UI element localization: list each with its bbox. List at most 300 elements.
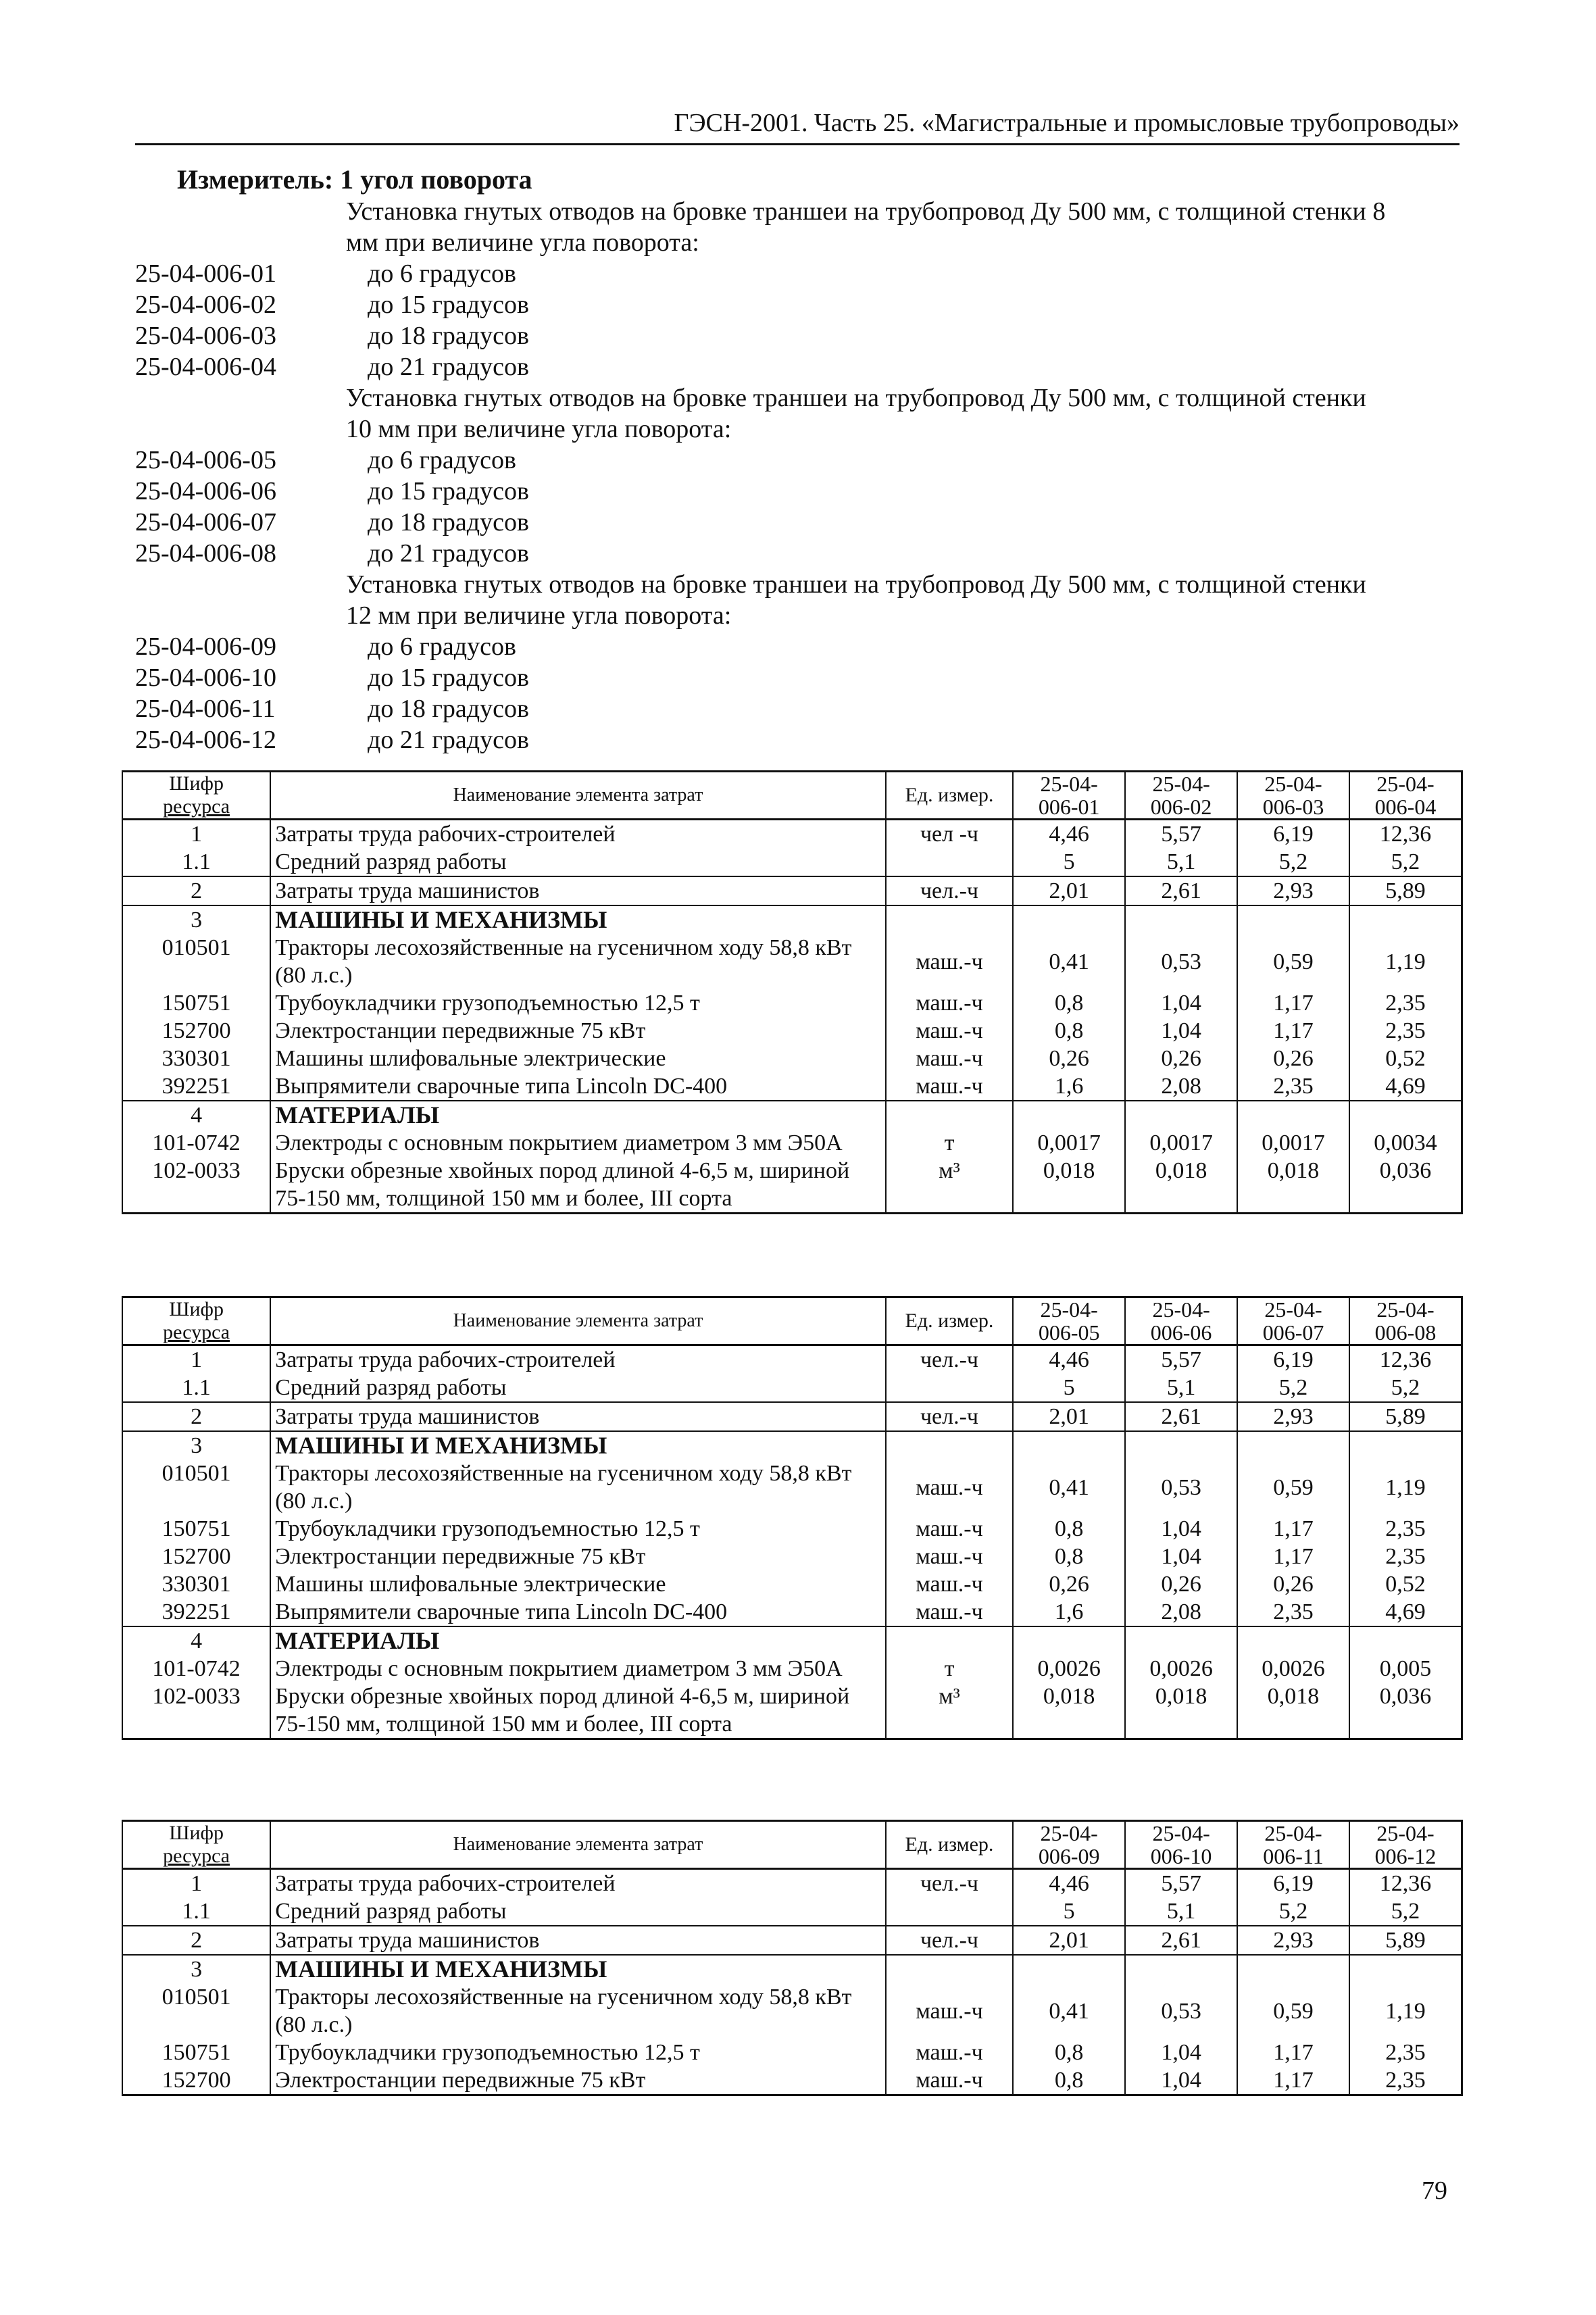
value-cell: 2,93 bbox=[1237, 876, 1349, 905]
unit-cell: маш.-ч bbox=[886, 934, 1013, 989]
resource-code-cell: 150751 bbox=[122, 2039, 270, 2066]
section-row bbox=[122, 1101, 1462, 1129]
unit-cell: маш.-ч bbox=[886, 2066, 1013, 2095]
table-row bbox=[122, 1983, 1462, 2039]
item-label: до 18 градусов bbox=[368, 322, 529, 350]
header-norm-code-cell bbox=[1013, 1297, 1125, 1345]
table-row bbox=[122, 1072, 1462, 1101]
resource-code-cell: 150751 bbox=[122, 1515, 270, 1543]
section-row bbox=[122, 905, 1462, 934]
value-cell: 1,6 bbox=[1013, 1072, 1125, 1101]
resource-name-cell: Тракторы лесохозяйственные на гусеничном ходу 58,8 кВт (80 л.с.) bbox=[270, 934, 886, 989]
value-cell: 4,46 bbox=[1013, 1869, 1125, 1898]
unit-cell: чел.-ч bbox=[886, 1926, 1013, 1955]
header-norm-code-cell bbox=[1013, 1821, 1125, 1869]
value-cell bbox=[1125, 905, 1237, 934]
value-cell: 5 bbox=[1013, 1374, 1125, 1402]
value-cell: 0,0017 bbox=[1013, 1129, 1125, 1157]
header-norm-code-part: 006-03 bbox=[1262, 795, 1324, 819]
unit-cell: маш.-ч bbox=[886, 1045, 1013, 1072]
value-cell bbox=[1013, 1955, 1125, 1983]
value-cell: 0,59 bbox=[1237, 1460, 1349, 1515]
unit-cell: м³ bbox=[886, 1683, 1013, 1739]
unit-cell: маш.-ч bbox=[886, 1543, 1013, 1570]
value-cell: 1,17 bbox=[1237, 1515, 1349, 1543]
header-norm-code-part: 006-08 bbox=[1374, 1320, 1437, 1345]
resource-code-cell: 1.1 bbox=[122, 1897, 270, 1926]
value-cell: 0,018 bbox=[1237, 1683, 1349, 1739]
value-cell: 1,19 bbox=[1349, 934, 1462, 989]
header-norm-code-cell bbox=[1349, 1821, 1462, 1869]
value-cell bbox=[1237, 1626, 1349, 1655]
table-row bbox=[122, 1460, 1462, 1515]
value-cell: 0,53 bbox=[1125, 1460, 1237, 1515]
resource-table bbox=[122, 1296, 1463, 1740]
value-cell: 0,0026 bbox=[1237, 1655, 1349, 1683]
value-cell: 0,0026 bbox=[1013, 1655, 1125, 1683]
section-row bbox=[122, 1626, 1462, 1655]
header-norm-code-part: 006-01 bbox=[1038, 795, 1100, 819]
resource-code-cell: 2 bbox=[122, 1402, 270, 1431]
unit-cell: т bbox=[886, 1655, 1013, 1683]
item-row bbox=[135, 476, 1460, 507]
resource-code-cell: 330301 bbox=[122, 1045, 270, 1072]
item-code: 25-04-006-06 bbox=[135, 477, 276, 505]
value-cell: 1,17 bbox=[1237, 2039, 1349, 2066]
value-cell: 5,57 bbox=[1125, 1345, 1237, 1374]
resource-name-cell: Затраты труда машинистов bbox=[270, 1926, 886, 1955]
table-row bbox=[122, 1869, 1462, 1898]
value-cell: 0,52 bbox=[1349, 1570, 1462, 1598]
table-row bbox=[122, 1683, 1462, 1739]
header-code-line2: ресурса bbox=[163, 795, 230, 818]
value-cell: 2,08 bbox=[1125, 1072, 1237, 1101]
value-cell: 0,8 bbox=[1013, 1543, 1125, 1570]
value-cell: 2,93 bbox=[1237, 1402, 1349, 1431]
header-norm-code-part: 006-12 bbox=[1374, 1844, 1437, 1868]
item-code: 25-04-006-10 bbox=[135, 664, 276, 692]
resource-name-cell: Тракторы лесохозяйственные на гусеничном ходу 58,8 кВт (80 л.с.) bbox=[270, 1983, 886, 2039]
value-cell: 5,1 bbox=[1125, 1897, 1237, 1926]
value-cell bbox=[1237, 905, 1349, 934]
value-cell: 0,8 bbox=[1013, 2066, 1125, 2095]
item-code: 25-04-006-08 bbox=[135, 539, 276, 568]
item-code: 25-04-006-04 bbox=[135, 353, 276, 381]
table-row bbox=[122, 848, 1462, 876]
resource-name-cell: МАТЕРИАЛЫ bbox=[270, 1626, 886, 1655]
group-description-line bbox=[135, 569, 1460, 600]
header-norm-code-part: 006-06 bbox=[1150, 1320, 1212, 1345]
value-cell bbox=[1349, 1431, 1462, 1460]
value-cell: 0,005 bbox=[1349, 1655, 1462, 1683]
header-norm-code-cell bbox=[1125, 1821, 1237, 1869]
unit-cell bbox=[886, 1431, 1013, 1460]
unit-cell: маш.-ч bbox=[886, 1072, 1013, 1101]
value-cell: 5,2 bbox=[1349, 1374, 1462, 1402]
resource-code-cell: 102-0033 bbox=[122, 1157, 270, 1214]
section-row bbox=[122, 1955, 1462, 1983]
value-cell: 1,04 bbox=[1125, 989, 1237, 1017]
table-row bbox=[122, 1926, 1462, 1955]
table-header-row bbox=[122, 1821, 1462, 1869]
value-cell: 2,01 bbox=[1013, 876, 1125, 905]
header-code-line2: ресурса bbox=[163, 1321, 230, 1343]
resource-table bbox=[122, 1820, 1463, 2096]
item-row bbox=[135, 289, 1460, 320]
table-row bbox=[122, 2039, 1462, 2066]
value-cell: 0,018 bbox=[1013, 1157, 1125, 1214]
unit-cell: маш.-ч bbox=[886, 1983, 1013, 2039]
value-cell: 0,036 bbox=[1349, 1157, 1462, 1214]
value-cell: 0,0026 bbox=[1125, 1655, 1237, 1683]
item-label: до 6 градусов bbox=[368, 632, 516, 661]
resource-table bbox=[122, 770, 1463, 1214]
resource-code-cell: 1 bbox=[122, 1869, 270, 1898]
value-cell: 12,36 bbox=[1349, 820, 1462, 849]
value-cell: 0,41 bbox=[1013, 1460, 1125, 1515]
group-description-line bbox=[135, 382, 1460, 414]
table-row bbox=[122, 820, 1462, 849]
item-row bbox=[135, 351, 1460, 382]
value-cell: 5,2 bbox=[1237, 1897, 1349, 1926]
value-cell bbox=[1349, 905, 1462, 934]
header-name-cell: Наименование элемента затрат bbox=[270, 1821, 886, 1869]
value-cell: 0,8 bbox=[1013, 989, 1125, 1017]
header-code-line1: Шифр bbox=[169, 1298, 224, 1320]
item-label: до 18 градусов bbox=[368, 508, 529, 537]
value-cell: 0,8 bbox=[1013, 1017, 1125, 1045]
table-row bbox=[122, 1543, 1462, 1570]
value-cell bbox=[1125, 1431, 1237, 1460]
resource-name-cell: Выпрямители сварочные типа Lincoln DC-400 bbox=[270, 1072, 886, 1101]
value-cell: 4,69 bbox=[1349, 1598, 1462, 1626]
unit-cell: маш.-ч bbox=[886, 1460, 1013, 1515]
table-row bbox=[122, 1402, 1462, 1431]
table-row bbox=[122, 1374, 1462, 1402]
value-cell: 0,26 bbox=[1237, 1570, 1349, 1598]
group-description-line bbox=[135, 600, 1460, 631]
resource-code-cell: 4 bbox=[122, 1626, 270, 1655]
resource-code-cell: 101-0742 bbox=[122, 1655, 270, 1683]
value-cell: 0,26 bbox=[1013, 1045, 1125, 1072]
header-unit-cell: Ед. измер. bbox=[886, 1297, 1013, 1345]
value-cell: 2,35 bbox=[1349, 1515, 1462, 1543]
value-cell: 5,2 bbox=[1237, 1374, 1349, 1402]
header-norm-code-part: 25-04- bbox=[1152, 1821, 1210, 1845]
item-row bbox=[135, 320, 1460, 351]
page-number: 79 bbox=[1422, 2176, 1447, 2205]
item-row bbox=[135, 507, 1460, 538]
unit-cell bbox=[886, 1897, 1013, 1926]
item-row bbox=[135, 724, 1460, 755]
unit-cell: маш.-ч bbox=[886, 1570, 1013, 1598]
group-description-text: Установка гнутых отводов на бровке траншеи на трубопровод Ду 500 мм, с толщиной стенки bbox=[346, 570, 1366, 599]
header-norm-code-part: 006-09 bbox=[1038, 1844, 1100, 1868]
unit-cell: чел.-ч bbox=[886, 876, 1013, 905]
unit-cell: т bbox=[886, 1129, 1013, 1157]
value-cell: 1,17 bbox=[1237, 1017, 1349, 1045]
resource-name-cell: Затраты труда рабочих-строителей bbox=[270, 820, 886, 849]
header-code-cell bbox=[122, 772, 270, 820]
table-row bbox=[122, 1017, 1462, 1045]
header-unit-cell: Ед. измер. bbox=[886, 1821, 1013, 1869]
table-header-row bbox=[122, 772, 1462, 820]
value-cell: 1,17 bbox=[1237, 2066, 1349, 2095]
item-label: до 21 градусов bbox=[368, 726, 529, 754]
header-norm-code-part: 006-10 bbox=[1150, 1844, 1212, 1868]
value-cell: 5,89 bbox=[1349, 1926, 1462, 1955]
resource-name-cell: Затраты труда машинистов bbox=[270, 1402, 886, 1431]
value-cell: 12,36 bbox=[1349, 1345, 1462, 1374]
value-cell: 1,04 bbox=[1125, 1017, 1237, 1045]
table-row bbox=[122, 876, 1462, 905]
header-norm-code-part: 25-04- bbox=[1376, 1821, 1435, 1845]
header-norm-code-part: 25-04- bbox=[1376, 772, 1435, 796]
value-cell bbox=[1349, 1101, 1462, 1129]
table-row bbox=[122, 1515, 1462, 1543]
value-cell: 2,35 bbox=[1349, 2066, 1462, 2095]
resource-name-cell: Бруски обрезные хвойных пород длиной 4-6,5 м, шириной 75-150 мм, толщиной 150 мм и более, III сорта bbox=[270, 1683, 886, 1739]
value-cell: 5,2 bbox=[1237, 848, 1349, 876]
value-cell: 1,04 bbox=[1125, 1515, 1237, 1543]
table-row bbox=[122, 1129, 1462, 1157]
header-norm-code-part: 006-04 bbox=[1374, 795, 1437, 819]
value-cell: 5 bbox=[1013, 1897, 1125, 1926]
header-norm-code-part: 25-04- bbox=[1376, 1297, 1435, 1322]
unit-cell: чел.-ч bbox=[886, 1869, 1013, 1898]
resource-code-cell: 1.1 bbox=[122, 1374, 270, 1402]
header-norm-code-part: 25-04- bbox=[1040, 1821, 1098, 1845]
value-cell bbox=[1349, 1626, 1462, 1655]
unit-cell bbox=[886, 1374, 1013, 1402]
value-cell: 5,2 bbox=[1349, 848, 1462, 876]
value-cell bbox=[1125, 1101, 1237, 1129]
header-norm-code-cell bbox=[1013, 772, 1125, 820]
resource-code-cell: 010501 bbox=[122, 1460, 270, 1515]
header-code-line1: Шифр bbox=[169, 772, 224, 795]
header-norm-code-part: 25-04- bbox=[1040, 772, 1098, 796]
table-row bbox=[122, 1345, 1462, 1374]
value-cell: 0,52 bbox=[1349, 1045, 1462, 1072]
resource-code-cell: 1 bbox=[122, 820, 270, 849]
group-description-text: Установка гнутых отводов на бровке траншеи на трубопровод Ду 500 мм, с толщиной стенки 8 bbox=[346, 197, 1386, 226]
item-label: до 15 градусов bbox=[368, 664, 529, 692]
value-cell bbox=[1125, 1955, 1237, 1983]
unit-cell bbox=[886, 905, 1013, 934]
value-cell: 2,35 bbox=[1349, 2039, 1462, 2066]
value-cell: 5,57 bbox=[1125, 820, 1237, 849]
header-code-line1: Шифр bbox=[169, 1822, 224, 1844]
resource-name-cell: Выпрямители сварочные типа Lincoln DC-400 bbox=[270, 1598, 886, 1626]
value-cell: 0,26 bbox=[1237, 1045, 1349, 1072]
item-row bbox=[135, 445, 1460, 476]
resource-code-cell: 392251 bbox=[122, 1072, 270, 1101]
resource-code-cell: 3 bbox=[122, 905, 270, 934]
resource-name-cell: Трубоукладчики грузоподъемностью 12,5 т bbox=[270, 2039, 886, 2066]
value-cell: 12,36 bbox=[1349, 1869, 1462, 1898]
header-norm-code-part: 25-04- bbox=[1152, 1297, 1210, 1322]
value-cell: 0,26 bbox=[1125, 1570, 1237, 1598]
resource-name-cell: Затраты труда рабочих-строителей bbox=[270, 1869, 886, 1898]
resource-code-cell: 152700 bbox=[122, 1017, 270, 1045]
unit-cell bbox=[886, 848, 1013, 876]
section-row bbox=[122, 1431, 1462, 1460]
table-header-row bbox=[122, 1297, 1462, 1345]
group-description-text: мм при величине угла поворота: bbox=[346, 228, 699, 257]
unit-cell bbox=[886, 1101, 1013, 1129]
unit-cell: чел.-ч bbox=[886, 1345, 1013, 1374]
resource-code-cell: 2 bbox=[122, 876, 270, 905]
running-header: ГЭСН-2001. Часть 25. «Магистральные и промысловые трубопроводы» bbox=[135, 108, 1460, 145]
value-cell bbox=[1013, 1101, 1125, 1129]
table-row bbox=[122, 1897, 1462, 1926]
header-name-cell: Наименование элемента затрат bbox=[270, 772, 886, 820]
value-cell: 2,93 bbox=[1237, 1926, 1349, 1955]
resource-name-cell: Электроды с основным покрытием диаметром 3 мм Э50А bbox=[270, 1655, 886, 1683]
value-cell: 5,57 bbox=[1125, 1869, 1237, 1898]
item-label: до 6 градусов bbox=[368, 446, 516, 474]
resource-name-cell: Электростанции передвижные 75 кВт bbox=[270, 1543, 886, 1570]
table-row bbox=[122, 1570, 1462, 1598]
header-name-cell: Наименование элемента затрат bbox=[270, 1297, 886, 1345]
item-row bbox=[135, 258, 1460, 289]
item-code: 25-04-006-12 bbox=[135, 726, 276, 754]
unit-cell: маш.-ч bbox=[886, 2039, 1013, 2066]
header-unit-cell: Ед. измер. bbox=[886, 772, 1013, 820]
value-cell: 0,018 bbox=[1013, 1683, 1125, 1739]
value-cell: 1,17 bbox=[1237, 1543, 1349, 1570]
table-row bbox=[122, 989, 1462, 1017]
value-cell: 0,8 bbox=[1013, 1515, 1125, 1543]
value-cell: 2,61 bbox=[1125, 876, 1237, 905]
unit-cell bbox=[886, 1626, 1013, 1655]
value-cell: 2,35 bbox=[1349, 1017, 1462, 1045]
resource-table-1 bbox=[122, 770, 1463, 1214]
value-cell: 1,17 bbox=[1237, 989, 1349, 1017]
unit-cell: м³ bbox=[886, 1157, 1013, 1214]
value-cell: 4,69 bbox=[1349, 1072, 1462, 1101]
unit-cell: маш.-ч bbox=[886, 1598, 1013, 1626]
value-cell: 2,61 bbox=[1125, 1402, 1237, 1431]
table-row bbox=[122, 1655, 1462, 1683]
group-description-text: 10 мм при величине угла поворота: bbox=[346, 415, 732, 443]
resource-code-cell: 3 bbox=[122, 1955, 270, 1983]
value-cell: 0,8 bbox=[1013, 2039, 1125, 2066]
item-label: до 6 градусов bbox=[368, 259, 516, 288]
resource-code-cell: 1 bbox=[122, 1345, 270, 1374]
resource-name-cell: Средний разряд работы bbox=[270, 1374, 886, 1402]
value-cell bbox=[1237, 1431, 1349, 1460]
value-cell: 0,018 bbox=[1125, 1157, 1237, 1214]
header-norm-code-cell bbox=[1125, 1297, 1237, 1345]
resource-name-cell: Затраты труда рабочих-строителей bbox=[270, 1345, 886, 1374]
group-description-text: 12 мм при величине угла поворота: bbox=[346, 601, 732, 630]
value-cell: 0,53 bbox=[1125, 934, 1237, 989]
value-cell: 1,19 bbox=[1349, 1983, 1462, 2039]
item-row bbox=[135, 538, 1460, 569]
meter-heading: Измеритель: 1 угол поворота bbox=[177, 164, 532, 195]
resource-name-cell: Машины шлифовальные электрические bbox=[270, 1045, 886, 1072]
header-norm-code-part: 25-04- bbox=[1040, 1297, 1098, 1322]
value-cell: 0,59 bbox=[1237, 934, 1349, 989]
header-norm-code-part: 006-02 bbox=[1150, 795, 1212, 819]
value-cell: 0,41 bbox=[1013, 934, 1125, 989]
table-row bbox=[122, 1157, 1462, 1214]
value-cell bbox=[1237, 1101, 1349, 1129]
resource-name-cell: Электроды с основным покрытием диаметром 3 мм Э50А bbox=[270, 1129, 886, 1157]
value-cell: 2,61 bbox=[1125, 1926, 1237, 1955]
header-norm-code-cell bbox=[1237, 1821, 1349, 1869]
table-row bbox=[122, 2066, 1462, 2095]
header-code-cell bbox=[122, 1821, 270, 1869]
resource-code-cell: 330301 bbox=[122, 1570, 270, 1598]
item-code: 25-04-006-09 bbox=[135, 632, 276, 661]
group-description-line bbox=[135, 227, 1460, 258]
header-norm-code-part: 006-05 bbox=[1038, 1320, 1100, 1345]
resource-name-cell: Тракторы лесохозяйственные на гусеничном ходу 58,8 кВт (80 л.с.) bbox=[270, 1460, 886, 1515]
header-norm-code-part: 006-07 bbox=[1262, 1320, 1324, 1345]
value-cell: 5 bbox=[1013, 848, 1125, 876]
unit-cell: маш.-ч bbox=[886, 1017, 1013, 1045]
item-code: 25-04-006-01 bbox=[135, 259, 276, 288]
unit-cell: чел -ч bbox=[886, 820, 1013, 849]
value-cell: 4,46 bbox=[1013, 1345, 1125, 1374]
value-cell bbox=[1349, 1955, 1462, 1983]
value-cell: 2,08 bbox=[1125, 1598, 1237, 1626]
item-code: 25-04-006-02 bbox=[135, 291, 276, 319]
value-cell bbox=[1013, 905, 1125, 934]
item-list bbox=[135, 196, 1460, 755]
resource-name-cell: Машины шлифовальные электрические bbox=[270, 1570, 886, 1598]
group-description-line bbox=[135, 196, 1460, 227]
unit-cell: маш.-ч bbox=[886, 1515, 1013, 1543]
resource-code-cell: 152700 bbox=[122, 1543, 270, 1570]
value-cell: 0,41 bbox=[1013, 1983, 1125, 2039]
resource-code-cell: 1.1 bbox=[122, 848, 270, 876]
value-cell: 1,04 bbox=[1125, 2039, 1237, 2066]
resource-name-cell: МАШИНЫ И МЕХАНИЗМЫ bbox=[270, 905, 886, 934]
unit-cell bbox=[886, 1955, 1013, 1983]
value-cell: 5,1 bbox=[1125, 1374, 1237, 1402]
table-row bbox=[122, 934, 1462, 989]
resource-name-cell: Трубоукладчики грузоподъемностью 12,5 т bbox=[270, 989, 886, 1017]
group-description-text: Установка гнутых отводов на бровке траншеи на трубопровод Ду 500 мм, с толщиной стенки bbox=[346, 384, 1366, 412]
header-norm-code-cell bbox=[1237, 772, 1349, 820]
value-cell: 1,6 bbox=[1013, 1598, 1125, 1626]
value-cell bbox=[1013, 1431, 1125, 1460]
unit-cell: чел.-ч bbox=[886, 1402, 1013, 1431]
resource-name-cell: Бруски обрезные хвойных пород длиной 4-6,5 м, шириной 75-150 мм, толщиной 150 мм и более, III сорта bbox=[270, 1157, 886, 1214]
value-cell: 2,35 bbox=[1349, 1543, 1462, 1570]
value-cell bbox=[1237, 1955, 1349, 1983]
header-norm-code-cell bbox=[1237, 1297, 1349, 1345]
resource-code-cell: 102-0033 bbox=[122, 1683, 270, 1739]
header-norm-code-part: 25-04- bbox=[1264, 1821, 1322, 1845]
item-code: 25-04-006-03 bbox=[135, 322, 276, 350]
value-cell: 1,19 bbox=[1349, 1460, 1462, 1515]
resource-code-cell: 152700 bbox=[122, 2066, 270, 2095]
resource-name-cell: Трубоукладчики грузоподъемностью 12,5 т bbox=[270, 1515, 886, 1543]
header-norm-code-cell bbox=[1125, 772, 1237, 820]
resource-name-cell: Электростанции передвижные 75 кВт bbox=[270, 2066, 886, 2095]
value-cell: 0,036 bbox=[1349, 1683, 1462, 1739]
value-cell: 4,46 bbox=[1013, 820, 1125, 849]
value-cell: 0,0017 bbox=[1237, 1129, 1349, 1157]
resource-table-2 bbox=[122, 1296, 1463, 1740]
item-label: до 15 градусов bbox=[368, 291, 529, 319]
resource-name-cell: МАТЕРИАЛЫ bbox=[270, 1101, 886, 1129]
header-norm-code-part: 25-04- bbox=[1152, 772, 1210, 796]
